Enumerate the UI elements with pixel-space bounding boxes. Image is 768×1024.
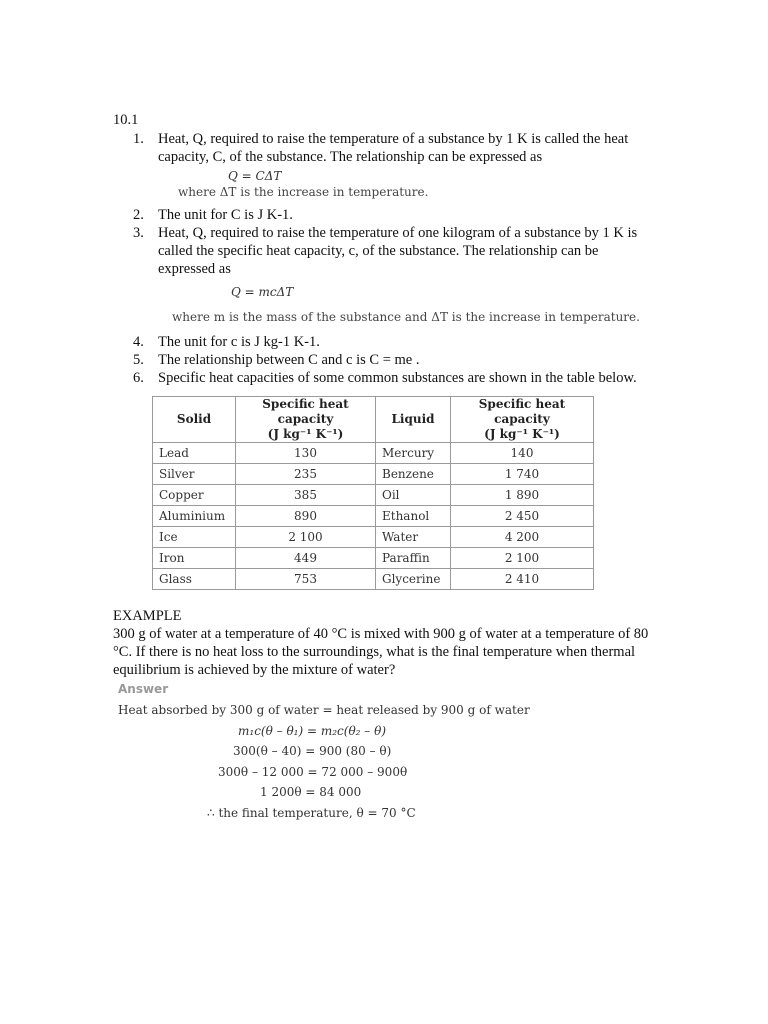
specific-heat-table: [152, 396, 594, 590]
header-liquid: Liquid: [376, 397, 451, 443]
liquid-value: 2 410: [451, 569, 594, 590]
formula-specific-heat: Q = mcΔT: [231, 285, 294, 299]
answer-line-6: ∴ the final temperature, θ = 70 °C: [207, 806, 416, 820]
answer-label: Answer: [118, 682, 169, 696]
list-text: Specific heat capacities of some common substances are shown in the table below.: [158, 370, 637, 386]
list-text: The relationship between C and c is C = me .: [158, 352, 420, 368]
table-header-row: [153, 397, 594, 443]
solid-name: Glass: [153, 569, 236, 590]
solid-value: 449: [236, 548, 376, 569]
liquid-name: Oil: [376, 485, 451, 506]
solid-name: Silver: [153, 464, 236, 485]
header-specific-heat-solid: [236, 397, 376, 443]
list-item-2: [112, 206, 652, 224]
solid-value: 235: [236, 464, 376, 485]
numbered-list: [112, 130, 652, 387]
list-item-4: [112, 333, 652, 351]
header-solid: Solid: [153, 397, 236, 443]
solid-value: 2 100: [236, 527, 376, 548]
list-number: 6.: [133, 370, 144, 386]
solid-name: Lead: [153, 443, 236, 464]
specific-heat-table-wrap: [152, 396, 594, 590]
liquid-value: 2 100: [451, 548, 594, 569]
table-row: [153, 443, 594, 464]
solid-name: Aluminium: [153, 506, 236, 527]
list-text: The unit for c is J kg-1 K-1.: [158, 334, 320, 350]
list-item-6: [112, 369, 652, 387]
example-block: [113, 607, 658, 679]
table-row: [153, 464, 594, 485]
list-number: 2.: [133, 207, 144, 223]
list-text: Heat, Q, required to raise the temperature of one kilogram of a substance by 1 K is called the specific heat capacity, c, of the substance. The relationship can be expressed as: [158, 225, 638, 277]
answer-line-1: Heat absorbed by 300 g of water = heat released by 900 g of water: [118, 703, 530, 717]
liquid-name: Glycerine: [376, 569, 451, 590]
answer-line-5: 1 200θ = 84 000: [260, 785, 362, 799]
table-row: [153, 569, 594, 590]
list-item-1: [112, 130, 652, 200]
header-specific-heat-liquid: [451, 397, 594, 443]
solid-name: Ice: [153, 527, 236, 548]
list-text: The unit for C is J K-1.: [158, 207, 293, 223]
formula-block: [158, 168, 652, 200]
example-title: EXAMPLE: [113, 608, 182, 624]
list-item-5: [112, 351, 652, 369]
formula-heat-capacity: Q = CΔT: [228, 169, 282, 183]
formula-note: where ΔT is the increase in temperature.: [178, 185, 429, 199]
list-number: 1.: [133, 131, 144, 147]
solid-name: Copper: [153, 485, 236, 506]
liquid-value: 4 200: [451, 527, 594, 548]
list-number: 4.: [133, 334, 144, 350]
solid-value: 753: [236, 569, 376, 590]
liquid-name: Mercury: [376, 443, 451, 464]
liquid-name: Ethanol: [376, 506, 451, 527]
header-unit: (J kg⁻¹ K⁻¹): [484, 427, 560, 441]
header-title: Specific heat capacity: [478, 397, 566, 426]
liquid-value: 2 450: [451, 506, 594, 527]
liquid-name: Water: [376, 527, 451, 548]
header-unit: (J kg⁻¹ K⁻¹): [267, 427, 344, 441]
list-number: 5.: [133, 352, 144, 368]
list-item-3: [112, 224, 652, 325]
table-row: [153, 548, 594, 569]
formula-block: [158, 284, 652, 325]
solid-value: 385: [236, 485, 376, 506]
solid-value: 130: [236, 443, 376, 464]
solid-value: 890: [236, 506, 376, 527]
table-row: [153, 506, 594, 527]
liquid-name: Benzene: [376, 464, 451, 485]
list-text: Heat, Q, required to raise the temperature of a substance by 1 K is called the heat capacity, C, of the substance. The relationship can be expressed as: [158, 131, 629, 165]
list-number: 3.: [133, 225, 144, 241]
table-row: [153, 527, 594, 548]
answer-line-2: m₁c(θ – θ₁) = m₂c(θ₂ – θ): [238, 724, 387, 738]
table-row: [153, 485, 594, 506]
solid-name: Iron: [153, 548, 236, 569]
header-title: Specific heat capacity: [262, 397, 349, 426]
liquid-value: 1 740: [451, 464, 594, 485]
liquid-name: Paraffin: [376, 548, 451, 569]
section-number: 10.1: [113, 112, 139, 128]
answer-line-3: 300(θ – 40) = 900 (80 – θ): [233, 744, 392, 758]
formula-note: where m is the mass of the substance and ΔT is the increase in temperature.: [172, 310, 640, 324]
liquid-value: 1 890: [451, 485, 594, 506]
example-text: 300 g of water at a temperature of 40 °C is mixed with 900 g of water at a temperature of 80 °C. If there is no heat loss to the surroundings, what is the final temperature when thermal equilibrium is achieved by the mixture of water?: [113, 626, 649, 678]
liquid-value: 140: [451, 443, 594, 464]
answer-line-4: 300θ – 12 000 = 72 000 – 900θ: [218, 765, 408, 779]
